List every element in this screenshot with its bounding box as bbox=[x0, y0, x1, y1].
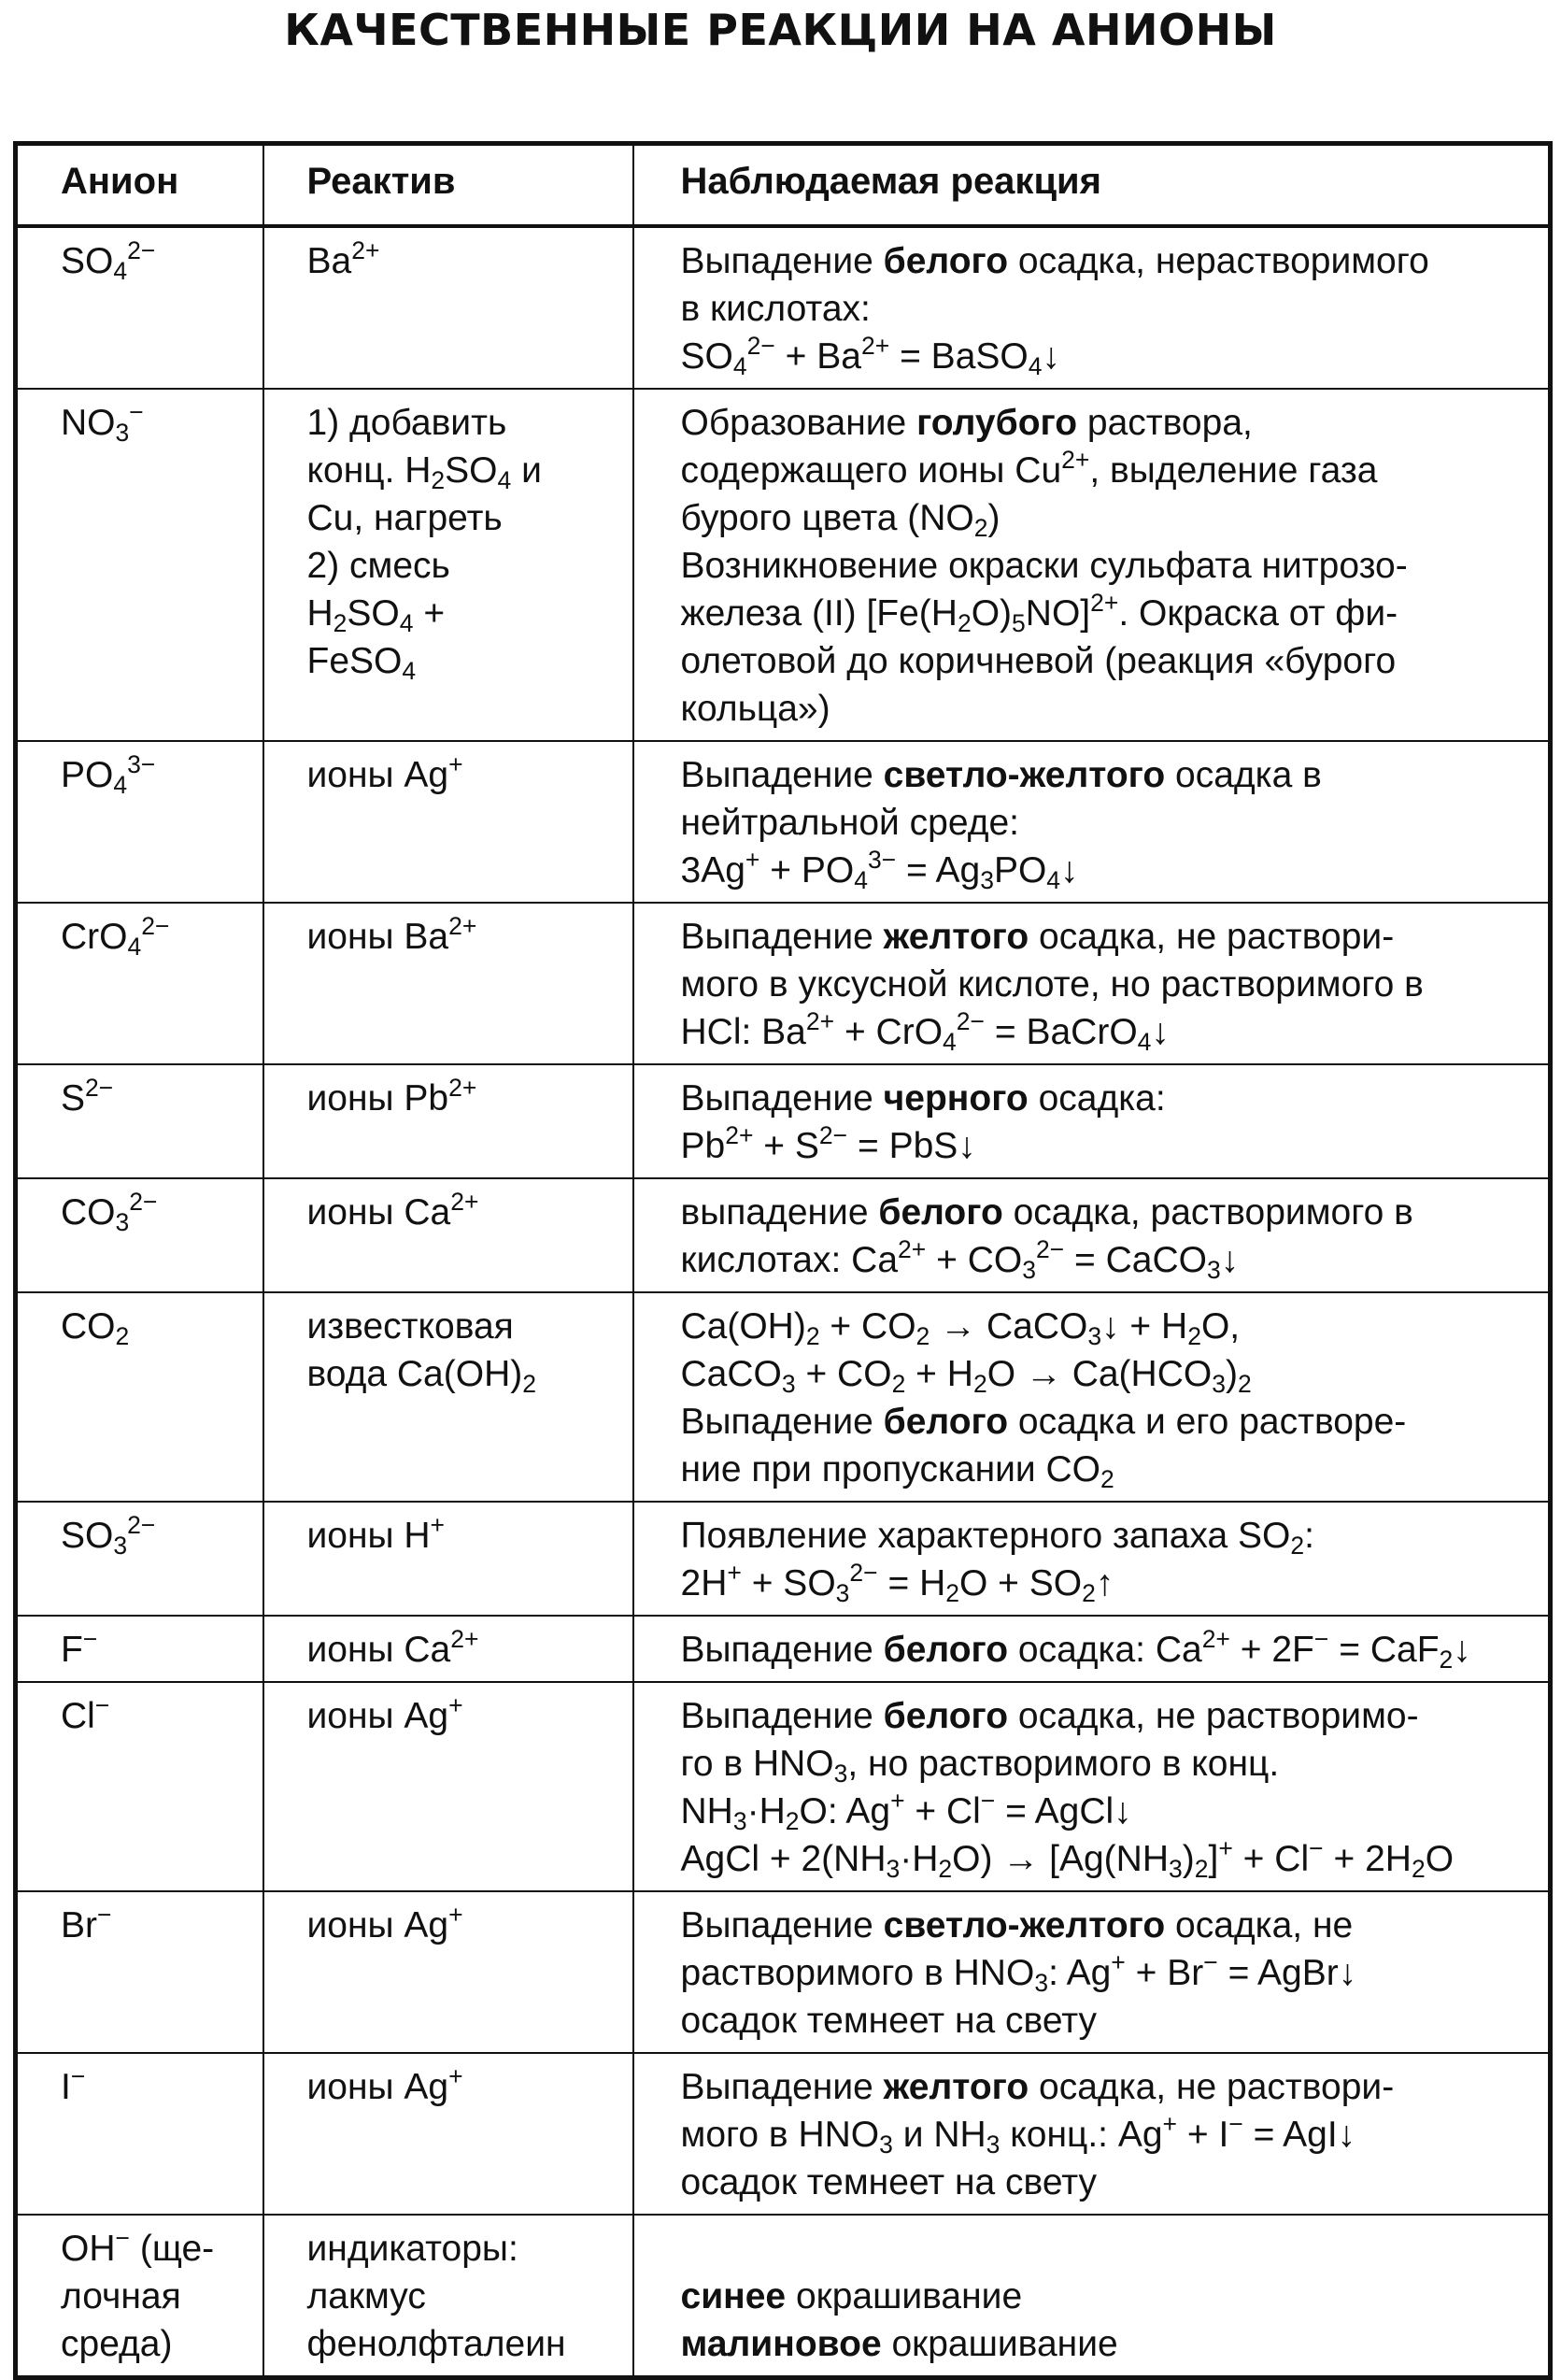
reaction-cell-line: ние при пропускании $CO_2$ bbox=[680, 1449, 1114, 1493]
anion-cell bbox=[16, 1178, 263, 1292]
reagent-cell bbox=[263, 903, 633, 1064]
anion-cell-line: $SO_3^{2-}$ bbox=[61, 1511, 156, 1560]
reaction-cell-line: Появление характерного запаха $SO_2$: bbox=[680, 1516, 1314, 1560]
reaction-cell-line: железа (II) $[Fe(H_2O)_5NO]^{2+}$. Окраска от фи- bbox=[680, 589, 1398, 637]
anion-cell bbox=[16, 1616, 263, 1682]
reagent-cell bbox=[263, 2053, 633, 2215]
reagent-cell-line: 1) добавить bbox=[306, 403, 507, 443]
anion-cell bbox=[16, 2215, 263, 2378]
anion-cell-line: CrO$_4^{2-}$ bbox=[61, 912, 170, 961]
reaction-cell bbox=[633, 1064, 1551, 1178]
reagent-cell-line: ионы H+ bbox=[306, 1511, 446, 1556]
reagent-cell-line: конц. $H_2SO_4$ и bbox=[306, 450, 542, 494]
reagent-cell-line: FeSO$_4$ bbox=[306, 641, 417, 685]
reaction-cell-line: кислотах: $Ca^{2+} + CO_3^{2-}$ = CaCO$_3$↓ bbox=[680, 1235, 1240, 1284]
anion-cell-line: $NO_3^-$ bbox=[61, 398, 144, 447]
table-row bbox=[16, 389, 1551, 741]
reagent-cell bbox=[263, 1064, 633, 1178]
anion-cell-line: $CO_3^{2-}$ bbox=[61, 1188, 158, 1236]
reaction-cell-line: мого в $HNO_3$ и $NH_3$ конц.: Ag+ + I− = AgI↓ bbox=[680, 2110, 1356, 2159]
reagent-cell-line: лакмус bbox=[306, 2276, 426, 2316]
reaction-cell-line: Образование голубого раствора, bbox=[680, 403, 1253, 443]
anion-cell bbox=[16, 1502, 263, 1616]
anion-cell bbox=[16, 903, 263, 1064]
reagent-cell-line: ионы Ag+ bbox=[306, 1691, 463, 1736]
anion-cell bbox=[16, 1064, 263, 1178]
table-row bbox=[16, 1616, 1551, 1682]
reaction-cell-line: содержащего ионы $Cu^{2+}$, выделение газа bbox=[680, 446, 1378, 491]
reaction-cell-line: выпадение белого осадка, растворимого в bbox=[680, 1192, 1413, 1233]
column-header-reagent: Реактив bbox=[263, 144, 633, 227]
reaction-cell bbox=[633, 1891, 1551, 2053]
reagent-cell-line: известковая bbox=[306, 1306, 514, 1347]
anion-cell-line: $SO_4^{2-}$ bbox=[61, 236, 156, 285]
reaction-cell-line: Выпадение белого осадка: $Ca^{2+} + 2F^-$ = CaF$_2$↓ bbox=[680, 1625, 1471, 1674]
table-row bbox=[16, 1064, 1551, 1178]
reaction-cell-line: Выпадение светло-желтого осадка в bbox=[680, 755, 1322, 795]
reaction-cell bbox=[633, 2215, 1551, 2378]
reaction-cell-line: $SO_4^{2-} + Ba^{2+}$ = BaSO$_4$↓ bbox=[680, 332, 1060, 380]
anion-cell bbox=[16, 1682, 263, 1891]
anion-cell-line: $S^{2-}$ bbox=[61, 1074, 114, 1119]
reaction-cell-line: бурого цвета $(NO_2)$ bbox=[680, 498, 1000, 542]
reaction-cell bbox=[633, 1682, 1551, 1891]
reaction-cell bbox=[633, 226, 1551, 389]
anion-cell-line: $PO_4^{3-}$ bbox=[61, 750, 156, 799]
reaction-cell-line: Выпадение белого осадка, нерастворимого bbox=[680, 241, 1429, 281]
anion-cell bbox=[16, 1891, 263, 2053]
page-title: КАЧЕСТВЕННЫЕ РЕАКЦИИ НА АНИОНЫ bbox=[284, 5, 1277, 55]
reagent-cell-line: ионы Ag+ bbox=[306, 2062, 463, 2107]
table-row bbox=[16, 2053, 1551, 2215]
reaction-cell-line: го в $HNO_3$, но растворимого в конц. bbox=[680, 1744, 1280, 1788]
reaction-cell-line: кольца») bbox=[680, 689, 830, 729]
table-row bbox=[16, 226, 1551, 389]
reaction-cell-line: Выпадение белого осадка, не растворимо- bbox=[680, 1696, 1419, 1736]
reagent-cell bbox=[263, 741, 633, 903]
anion-cell-line: OH− (ще- bbox=[61, 2224, 215, 2269]
table-row bbox=[16, 1178, 1551, 1292]
anion-cell-line: среда) bbox=[61, 2324, 173, 2364]
reagent-cell-line: ионы $Ca^{2+}$ bbox=[306, 1625, 479, 1670]
reaction-cell-line: $Ca(OH)_2 + CO_2$ → CaCO$_3$↓ + $H_2O$, bbox=[680, 1306, 1241, 1350]
reaction-cell-line: в кислотах: bbox=[680, 289, 871, 329]
reaction-cell-line: $Pb^{2+} + S^{2-}$ = PbS↓ bbox=[680, 1121, 976, 1166]
reagent-cell-line: фенолфталеин bbox=[306, 2324, 566, 2364]
reaction-cell-line: растворимого в $HNO_3$: Ag+ + Br− = AgBr↓ bbox=[680, 1948, 1357, 1997]
reaction-cell-line: Возникновение окраски сульфата нитрозо- bbox=[680, 546, 1408, 586]
reaction-cell-line: мого в уксусной кислоте, но растворимого в bbox=[680, 964, 1424, 1005]
reaction-cell bbox=[633, 2053, 1551, 2215]
reaction-cell-line: синее окрашивание bbox=[680, 2276, 1023, 2316]
reagent-cell bbox=[263, 1178, 633, 1292]
reaction-cell bbox=[633, 1178, 1551, 1292]
reaction-cell-line: нейтральной среде: bbox=[680, 803, 1019, 843]
reaction-cell-line: Выпадение светло-желтого осадка, не bbox=[680, 1905, 1354, 1945]
column-header-reaction: Наблюдаемая реакция bbox=[633, 144, 1551, 227]
anion-cell-line: лочная bbox=[61, 2276, 181, 2316]
reaction-cell bbox=[633, 741, 1551, 903]
table-row bbox=[16, 1292, 1551, 1502]
anion-cell bbox=[16, 226, 263, 389]
reactions-table bbox=[13, 141, 1553, 2380]
reagent-cell-line: ионы Ag+ bbox=[306, 1901, 463, 1945]
reaction-cell bbox=[633, 1292, 1551, 1502]
reaction-cell-line: AgCl + $2(NH_3\cdot H_2O) \to [Ag(NH_3)_2]^+ + Cl^- + 2H_2O$ bbox=[680, 1834, 1455, 1883]
reagent-cell-line: ионы $Pb^{2+}$ bbox=[306, 1074, 477, 1119]
anion-cell bbox=[16, 2053, 263, 2215]
table-row bbox=[16, 903, 1551, 1064]
reagent-cell bbox=[263, 1682, 633, 1891]
reagent-cell bbox=[263, 2215, 633, 2378]
reagent-cell bbox=[263, 1292, 633, 1502]
reaction-cell bbox=[633, 1502, 1551, 1616]
anion-cell bbox=[16, 741, 263, 903]
reaction-cell-line: $NH_3\cdot H_2O$: Ag+ + Cl− = AgCl↓ bbox=[680, 1787, 1132, 1835]
reagent-cell-line: $Ba^{2+}$ bbox=[306, 236, 380, 281]
reaction-cell-line: $3Ag^+ + PO_4^{3-}$ = $Ag_3PO_4↓$ bbox=[680, 846, 1079, 894]
reaction-cell-line: олетовой до коричневой (реакция «бурого bbox=[680, 641, 1397, 681]
reagent-cell bbox=[263, 1502, 633, 1616]
anion-cell-line: Br− bbox=[61, 1901, 112, 1945]
reaction-cell-line: осадок темнеет на свету bbox=[680, 2001, 1098, 2041]
table-header-row bbox=[16, 144, 1551, 227]
anion-cell bbox=[16, 389, 263, 741]
table-row bbox=[16, 1891, 1551, 2053]
reaction-cell-line: осадок темнеет на свету bbox=[680, 2162, 1098, 2202]
reaction-cell-line: HCl: $Ba^{2+} + CrO_4^{2-}$ = BaCrO$_4$↓ bbox=[680, 1007, 1170, 1056]
reagent-cell-line: ионы $Ba^{2+}$ bbox=[306, 912, 477, 957]
reaction-cell-line: Выпадение белого осадка и его растворе- bbox=[680, 1402, 1407, 1442]
table-body bbox=[16, 226, 1551, 2378]
reaction-cell-line: Выпадение желтого осадка, не раствори- bbox=[680, 917, 1395, 957]
table-row bbox=[16, 1682, 1551, 1891]
reaction-cell-line: CaCO$_3$ + $CO_2 + H_2O \to Ca(HCO_3)_2$ bbox=[680, 1354, 1252, 1398]
reaction-cell-line: Выпадение черного осадка: bbox=[680, 1078, 1166, 1119]
reagent-cell-line: ионы $Ca^{2+}$ bbox=[306, 1188, 479, 1233]
reaction-cell bbox=[633, 1616, 1551, 1682]
reagent-cell bbox=[263, 226, 633, 389]
anion-cell-line: F− bbox=[61, 1625, 98, 1670]
reaction-cell-line: $2H^+ + SO_3^{2-} = H_2O$ + $SO_2↑$ bbox=[680, 1559, 1114, 1607]
table-row bbox=[16, 741, 1551, 903]
anion-cell bbox=[16, 1292, 263, 1502]
anion-cell-line: Cl− bbox=[61, 1691, 110, 1736]
reagent-cell bbox=[263, 1891, 633, 2053]
reaction-cell-line: Выпадение желтого осадка, не раствори- bbox=[680, 2067, 1395, 2107]
reagent-cell-line: Cu, нагреть bbox=[306, 498, 503, 538]
table-row bbox=[16, 1502, 1551, 1616]
reagent-cell bbox=[263, 1616, 633, 1682]
reagent-cell-line: 2) смесь bbox=[306, 546, 450, 586]
reagent-cell-line: индикаторы: bbox=[306, 2229, 518, 2269]
reaction-cell bbox=[633, 389, 1551, 741]
reaction-cell bbox=[633, 903, 1551, 1064]
anion-cell-line: $CO_2$ bbox=[61, 1306, 130, 1350]
reagent-cell-line: вода $Ca(OH)_2$ bbox=[306, 1354, 536, 1398]
reaction-cell-line: малиновое окрашивание bbox=[680, 2324, 1118, 2364]
reagent-cell bbox=[263, 389, 633, 741]
column-header-anion: Анион bbox=[16, 144, 263, 227]
table-row bbox=[16, 2215, 1551, 2378]
anion-cell-line: I− bbox=[61, 2062, 86, 2107]
reagent-cell-line: ионы Ag+ bbox=[306, 750, 463, 795]
reagent-cell-line: $H_2SO_4$ + bbox=[306, 593, 446, 637]
